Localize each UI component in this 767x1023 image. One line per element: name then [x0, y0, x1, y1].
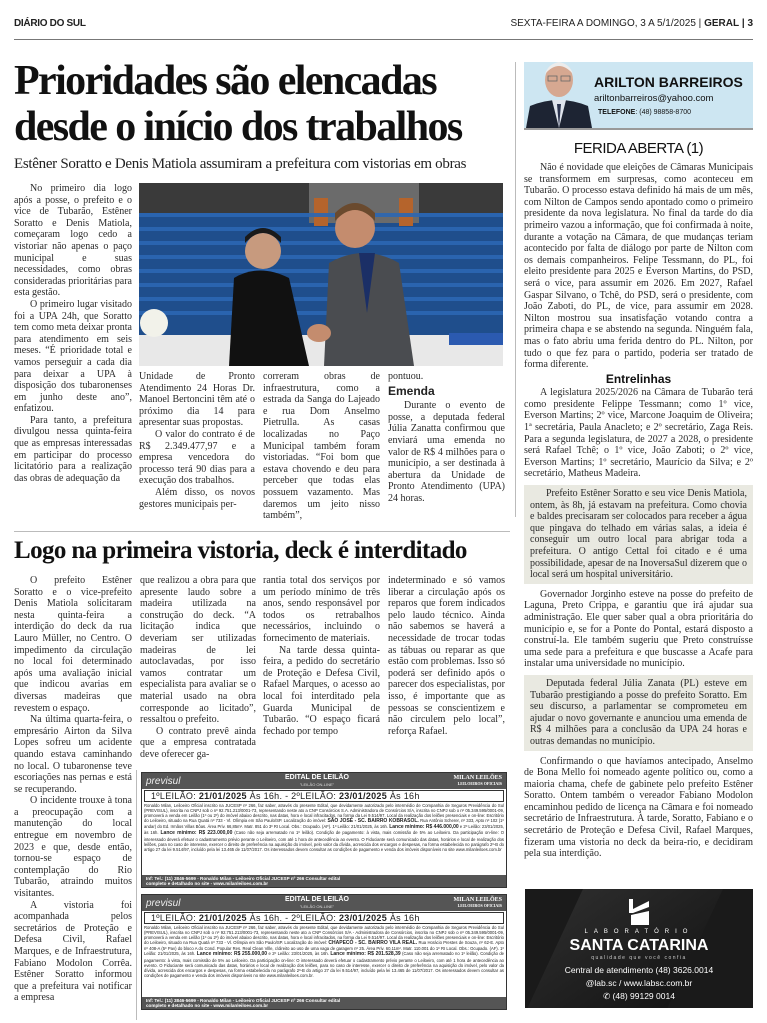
paragraph: rantia total dos serviços por um período mínimo de três anos, sendo responsável por todos os retrabalhos necessários, incluindo o fornecimento de materiais.	[263, 575, 380, 644]
photo-image	[139, 183, 503, 366]
ad-title: EDITAL DE LEILÃO "LEILÃO ON-LINE"	[285, 774, 349, 787]
lab-name: SANTA CATARINA	[569, 937, 709, 954]
article-column	[140, 575, 256, 767]
newspaper-name: DIÁRIO DO SUL	[14, 18, 86, 29]
paragraph: No primeiro dia logo após a posse, o prefeito e o vice de Tubarão, Estêner Soratto e Denis Matiola, começaram logo cedo a vistoriar não apenas o paço municipal e suas necessidades, como obras consideradas prioritárias para esta gestão.	[14, 183, 132, 299]
auction-dates: 1ºLEILÃO: 21/01/2025 Às 16h. - 2ºLEILÃO: 23/01/2025 Às 16h	[144, 790, 504, 802]
paragraph: O valor do contrato é de R$ 2.349.477,97 e a empresa vencedora do processo terá 90 dias para a execução dos trabalhos.	[139, 428, 255, 487]
article-column	[388, 575, 505, 767]
paragraph: Não é novidade que eleições de Câmaras Municipais se transformem em surpresas, como aconteceu em Tubarão. O processo estava definido há mais de um mês, com Nilton de Campos sendo apontado como o primeiro presidente da nova legislatura. No final da tarde do dia primeiro vazou a informação, que foi confirmada à noite, durante a votação na Câmara, de que mudanças teriam acontecido por falta de diálogo por parte de Nilton com os demais companheiros. Felipe Tessmann, do PL, foi eleito presidente para 2025 e Everson Martins, do PSD, será o vice, para assumir em 2026. Em 2027, Rafael Gaspar Silvano, o Tchê, do PSD, será o presidente, com João Zaboti, do PL, de vice, para assumir em 2028. Nilton mostrou sua insatisfação votando contra a primeira chapa e se abstendo na segunda. Ninguém fala, mas o fato abriu uma ferida dentro do PL. Nilton, por tudo o que fez para o partido, poderia ser tratado de forma diferente.	[524, 162, 753, 371]
paragraph: que realizou a obra para que apresente laudo sobre a madeira utilizada na construção do deck. “A licitação indica que deveriam ser utilizadas madeiras de lei autoclavadas, por isso vamos contratar um especialista para avaliar se o material usado na obra corresponde ao licitado”, ressaltou o prefeito.	[140, 575, 256, 726]
page-header	[14, 18, 753, 40]
column-body	[524, 162, 753, 884]
paragraph: indeterminado e só vamos liberar a circulação após os reparos que forem indicados pelo laudo técnico. Ainda não sabemos se haverá a necessidade de trocar todas as tábuas ou reparar as que estão com problemas. Isso só poderá ser definido após o parecer dos especialistas, por isso, é importante que as pessoas se conscientizem e não circulem pelo local”, reforça Rafael.	[388, 575, 505, 737]
legal-text: Ronaldo Milan, Leiloeiro Oficial inscrito na JUCESP nº 266, faz saber, através do presente Edital, que devidamente autorizado pelo intermédio de Companhia de Seguros Previdência do Sul (PREVISUL), inscrita no CNPJ sob o nº 92.751.213/0001-73, representando neste ato a CNP Consórcios S/A - Administradora de Consórcios, inscrita no CNPJ sob o nº 05.349.595/0001-09, promoverá a venda em Leilão (1º ou 2º) do imóvel abaixo descrito, nas datas, hora e local infracitados, na forma da Lei 9.514/97. Local da realização dos leilões presenciais e on-line: Escritório do Leiloeiro, situado na Rua Quatá nº 733 - Vl. Olímpia em São Paulo/SP. Localização do imóvel: CHAPECÓ - SC. BAIRRO VILA REAL. Rua Horácio Prestes de Souza, nº 62-E. Apto nº 408-A (5º Pav) do bloco A do Cond. Popular Res. Real Clean Ville, c/direito ao uso de uma vaga de garagem nº 25. Área Priv. 60,11m². Matr. 110.001 do 1º RI Local. Obs.: Ocupado. (AF). 1º Leilão: 21/01/2025, às 16h. Lance mínimo: R$ 255.000,00 e 2º Leilão: 23/01/2025, às 16h. Lance mínimo: R$ 201.528,39 (Caso não seja arrematado no 1º leilão). Condição de pagamento: à vista, mais comissão de 5% ao Leiloeiro. Da participação on-line: O interessado deverá efetuar o cadastramento prévio perante o Leiloeiro, com até 1 hora de antecedência ao evento. O Fiduciante será comunicado das datas, horários e local de realização dos leilões, para no caso de interesse, exercer o direito de preferência na aquisição do imóvel, pelo valor da dívida, acrescida dos encargos e despesas, na forma estabelecida no parágrafo 2º-B do artigo 27 da lei 9.514/97, incluído pela lei 13.465 de 11/07/2017. Os interessados devem consultar as condições de pagamento e venda dos imóveis disponíveis no site www.milanleiloes.com.br.	[144, 925, 505, 978]
ad-header	[142, 773, 506, 789]
paragraph: O contrato prevê ainda que a empresa contratada deve oferecer ga-	[140, 725, 256, 760]
headline-line: Prioridades são elencadas	[14, 58, 436, 104]
edition-info	[510, 18, 753, 29]
page-number: 3	[747, 18, 753, 29]
columnist-name: ARILTON BARREIROS	[594, 74, 743, 90]
auction-notice-ad	[141, 772, 507, 888]
paragraph: Além disso, os novos gestores municipais per-	[139, 486, 255, 510]
paragraph: O incidente trouxe à tona a preocupação com a manutenção do local entregue em novembro de 2023 e que, desde então, tornou-se espaço de contemplação do Rio Tubarão, atraindo muitos visitantes.	[14, 795, 132, 900]
paragraph: pontuou.	[388, 371, 424, 382]
headline-line: desde o início dos trabalhos	[14, 104, 462, 150]
lab-whatsapp: ✆ (48) 99129 0014	[603, 991, 675, 1001]
auction-notice-ad	[141, 894, 507, 1010]
section-name: GERAL	[704, 18, 740, 29]
paragraph: Prefeito Estêner Soratto e seu vice Denis Matiola, ontem, às 8h, já estavam na prefeitura. Como chovia e baldes precisaram ser colocados para receber a água que pingava do telhado em várias salas, a ideia é conseguir um outro local para abrigar toda a prefeitura. O antigo Cettal foi citado e é uma possibilidade, apesar de na InoversaSul dizerem que o local será um hospital universitário.	[530, 488, 747, 581]
separator: |	[698, 18, 702, 29]
paragraph: Confirmando o que havíamos antecipado, Anselmo de Bona Mello foi nomeado agente político ou, como a maioria chama, chefe de gabinete pelo prefeito Estêner Soratto. Ontem também o vereador Fabiano Modolon encaminhou pedido de licença na Câmara e foi nomeado secretário de Infraestrutura. À tarde, Soratto, Fabiano e o secretário de Proteção e Defesa Civil, Rafael Marques, fizeram uma vistoria no deck da beira-rio, e decidiram pela sua interdição.	[524, 755, 753, 860]
paragraph: Durante o evento de posse, a deputada federal Júlia Zanatta confirmou que enviará uma emenda no valor de R$ 4 milhões para o município, a ser destinada à abertura da Unidade de Pronto Atendimento (UPA) 24 horas.	[388, 400, 505, 504]
auction-dates: 1ºLEILÃO: 21/01/2025 Às 16h. - 2ºLEILÃO: 23/01/2025 Às 16h	[144, 912, 504, 924]
lab-tagline: qualidade que você confia	[591, 955, 687, 961]
article-column	[14, 575, 132, 1020]
paragraph: Na última quarta-feira, o empresário Airton da Silva Lopes sofreu um acidente quando estava caminhando no local. O tubaronense teve escoriações nas pernas e está se recuperando.	[14, 714, 132, 795]
paragraph: Governador Jorginho esteve na posse do prefeito de Laguna, Preto Crippa, e garantiu que irá ajudar sua administração. Ele quer saber qual a obra prioritária do município e, se for a Ponte do Pontal, estará disposto a construí-la. Ele também sugeriu que Preto construísse uma sede para a prefeitura e que buscasse a Acafe para instalar uma universidade no município.	[524, 588, 753, 670]
article-headline: Logo na primeira vistoria, deck é interditado	[14, 537, 467, 564]
paragraph: Deputada federal Júlia Zanata (PL) esteve em Tubarão prestigiando a posse do prefeito Soratto. Em seu discurso, a parlamentar se comprometeu em ajudar o novo governante e anunciou uma emenda de R$ 4 milhões para a conclusão da UPA 24 horas e outras demandas no município.	[530, 677, 747, 747]
previsul-logo: previsul	[146, 897, 181, 909]
ad-header	[142, 895, 506, 911]
columnist-phone: TELEFONE: (48) 98858-8700	[598, 109, 691, 116]
column-title: FERIDA ABERTA (1)	[573, 140, 704, 157]
article-column	[14, 183, 132, 525]
paragraph: Unidade de Pronto Atendimento 24 Horas Dr. Manoel Bertoncini têm até o próximo dia 14 para apresentar suas propostas.	[139, 371, 255, 429]
divider	[515, 62, 516, 517]
milan-leiloes-logo: MILAN LEILÕES LEILOEIROS OFICIAIS	[453, 775, 502, 786]
ad-footer: Inf: Tel.: (11) 3846-5699 - Ronaldo Milan - Leiloeiro Oficial JUCESP nº 266 Consultar edital completo e detalhado no site - www.milanleiloes.com.br	[142, 997, 506, 1009]
highlight-box	[524, 675, 753, 751]
lab-label: LABORATÓRIO	[584, 929, 694, 935]
lab-logo-icon	[627, 899, 651, 925]
article-column	[263, 371, 380, 527]
columnist-photo	[526, 56, 592, 128]
paragraph: correram obras de infraestrutura, como a estrada da Sanga do Lajeado e rua Dom Anselmo Pietrulla. As casas localizadas no Paço Municipal também foram vistoriadas. “Foi bom que estava chovendo e deu para perceber que todas elas possuem vazamento. Mas daremos um jeito nisso também”,	[263, 371, 380, 522]
lab-website: @lab.sc / www.labsc.com.br	[585, 978, 693, 988]
divider	[136, 770, 137, 1020]
paragraph: A vistoria foi acompanhada pelos secretários de Proteção e Defesa Civil, Rafael Marques, e de Infraestrutura, Fabiano Modolon Corrêa. Estêner Soratto informou que a prefeitura vai notificar a empresa	[14, 899, 132, 1004]
paragraph: A legislatura 2025/2026 na Câmara de Tubarão terá como presidente Felippe Tessmann; como 1º vice, Everson Martins; 2º vice, Marcone Joaquim de Oliveira; 1ª secretária, Paula Anacleto; e 2º secretário, Zaga Reis. Para a segunda legislatura, de 2027 a 2028, o presidente será Rafael Tchê; o 1º vice, João Zaboti; o 2º vice, Everson Martins; 1º secretário, Maurício da Silva; e 2º secretário, Matheus Madeira.	[524, 387, 753, 480]
paragraph: O prefeito Estêner Soratto e o vice-prefeito Denis Matiola solicitaram nesta quinta-feira a interdição do deck da rua Lauro Müller, no Centro. O impedimento da circulação no local foi determinado após uma avaliação inicial que indicou avarias em diversas madeiras que revestem o espaço.	[14, 575, 132, 714]
article-column	[263, 575, 380, 767]
paragraph: O primeiro lugar visitado foi a UPA 24h, que Soratto tem como meta deixar pronta para atendimento em seis meses. “É prioridade total e vamos perseguir a cada dia para deixar a UPA à disposição dos tubaronenses em junho deste ano”, enfatizou.	[14, 298, 132, 415]
section-subtitle: Entrelinhas	[605, 371, 672, 386]
divider	[14, 531, 510, 532]
section-subtitle: Emenda	[388, 383, 435, 398]
whatsapp-icon: ✆	[603, 991, 613, 1001]
article-photo-handshake	[139, 183, 503, 366]
previsul-logo: previsul	[146, 775, 181, 787]
columnist-header	[524, 62, 753, 130]
milan-leiloes-logo: MILAN LEILÕES LEILOEIROS OFICIAIS	[453, 897, 502, 908]
article-column	[139, 371, 255, 527]
laboratorio-santa-catarina-ad	[525, 889, 753, 1008]
paragraph: Para tanto, a prefeitura divulgou nessa quinta-feira que as empresas interessadas em participar do processo licitatório para a realização das obras de adequação da	[14, 414, 132, 484]
columnist-email[interactable]: ariltonbarreiros@yahoo.com	[594, 93, 714, 104]
article-subhead: Estêner Soratto e Denis Matiola assumiram a prefeitura com vistorias em obras	[14, 156, 467, 172]
ad-footer: Inf: Tel.: (11) 3846-5699 - Ronaldo Milan - Leiloeiro Oficial JUCESP nº 266 Consultar edital completo e detalhado no site - www.milanleiloes.com.br	[142, 875, 506, 887]
legal-text: Ronaldo Milan, Leiloeiro Oficial inscrito na JUCESP nº 266, faz saber, através do presente Edital, que devidamente autorizado pelo intermédio de Companhia de Seguros Previdência do Sul (PREVISUL), inscrita no CNPJ sob o nº 92.751.213/0001-73, representando neste ato a CNP Consórcios S.A. Administradora de Consórcios S/A, inscrita no CNPJ sob o nº 05.349.595/0001-09, promoverá a venda em Leilão (1º ou 2º) do imóvel abaixo descrito, nas datas, hora e local infracitados, na forma da Lei 9.514/97. Local da realização dos leilões presenciais e on-line: Escritório do Leiloeiro, situado na Rua Quatá nº 733 - Vl. Olímpia em São Paulo/SP. Localização do imóvel: SÃO JOSÉ - SC. BAIRRO KOBRASOL. Rua Antônio Scherer, nº 333, Apto nº 102 (1º andar) do Ed. Irmãos Villas Bôas. Área Priv. 66,85m². Matr. 851 do 3º RI Local. Obs.: Ocupado. (AF). 1º Leilão: 21/01/2025, às 16h. Lance mínimo: R$ 446.000,00 e 2º Leilão: 23/01/2025, às 16h. Lance mínimo: R$ 223.000,00 (Caso não seja arrematado no 1º leilão). Condição de pagamento: à vista, mais comissão de 5% ao Leiloeiro. Da participação on-line: O interessado deverá efetuar o cadastramento prévio perante o Leiloeiro, com até 1 hora de antecedência ao evento. O Fiduciante será comunicado das datas, horários e local de realização dos leilões, para no caso de interesse, exercer o direito de preferência na aquisição do imóvel, pelo valor da dívida, acrescida dos encargos e despesas, na forma estabelecida no parágrafo 2º-B do artigo 27 da lei 9.514/97, incluído pela lei 13.465 de 11/07/2017. Os interessados devem consultar as condições de pagamento e venda dos imóveis disponíveis no site www.milanleiloes.com.br	[144, 803, 505, 852]
paragraph: Na tarde dessa quinta-feira, a pedido do secretário de Proteção e Defesa Civil, Rafael Marques, o acesso ao local foi interditado pela Guarda Municipal de Tubarão. “O espaço ficará fechado por tempo	[263, 644, 380, 737]
edition-date: SEXTA-FEIRA A DOMINGO, 3 A 5/1/2025	[510, 18, 696, 29]
ad-title: EDITAL DE LEILÃO "LEILÃO ON-LINE"	[285, 896, 349, 909]
separator: |	[741, 18, 745, 29]
article-headline	[14, 58, 510, 150]
lab-phone: Central de atendimento (48) 3626.0014	[564, 965, 714, 975]
highlight-box	[524, 485, 753, 584]
article-column	[388, 371, 505, 527]
